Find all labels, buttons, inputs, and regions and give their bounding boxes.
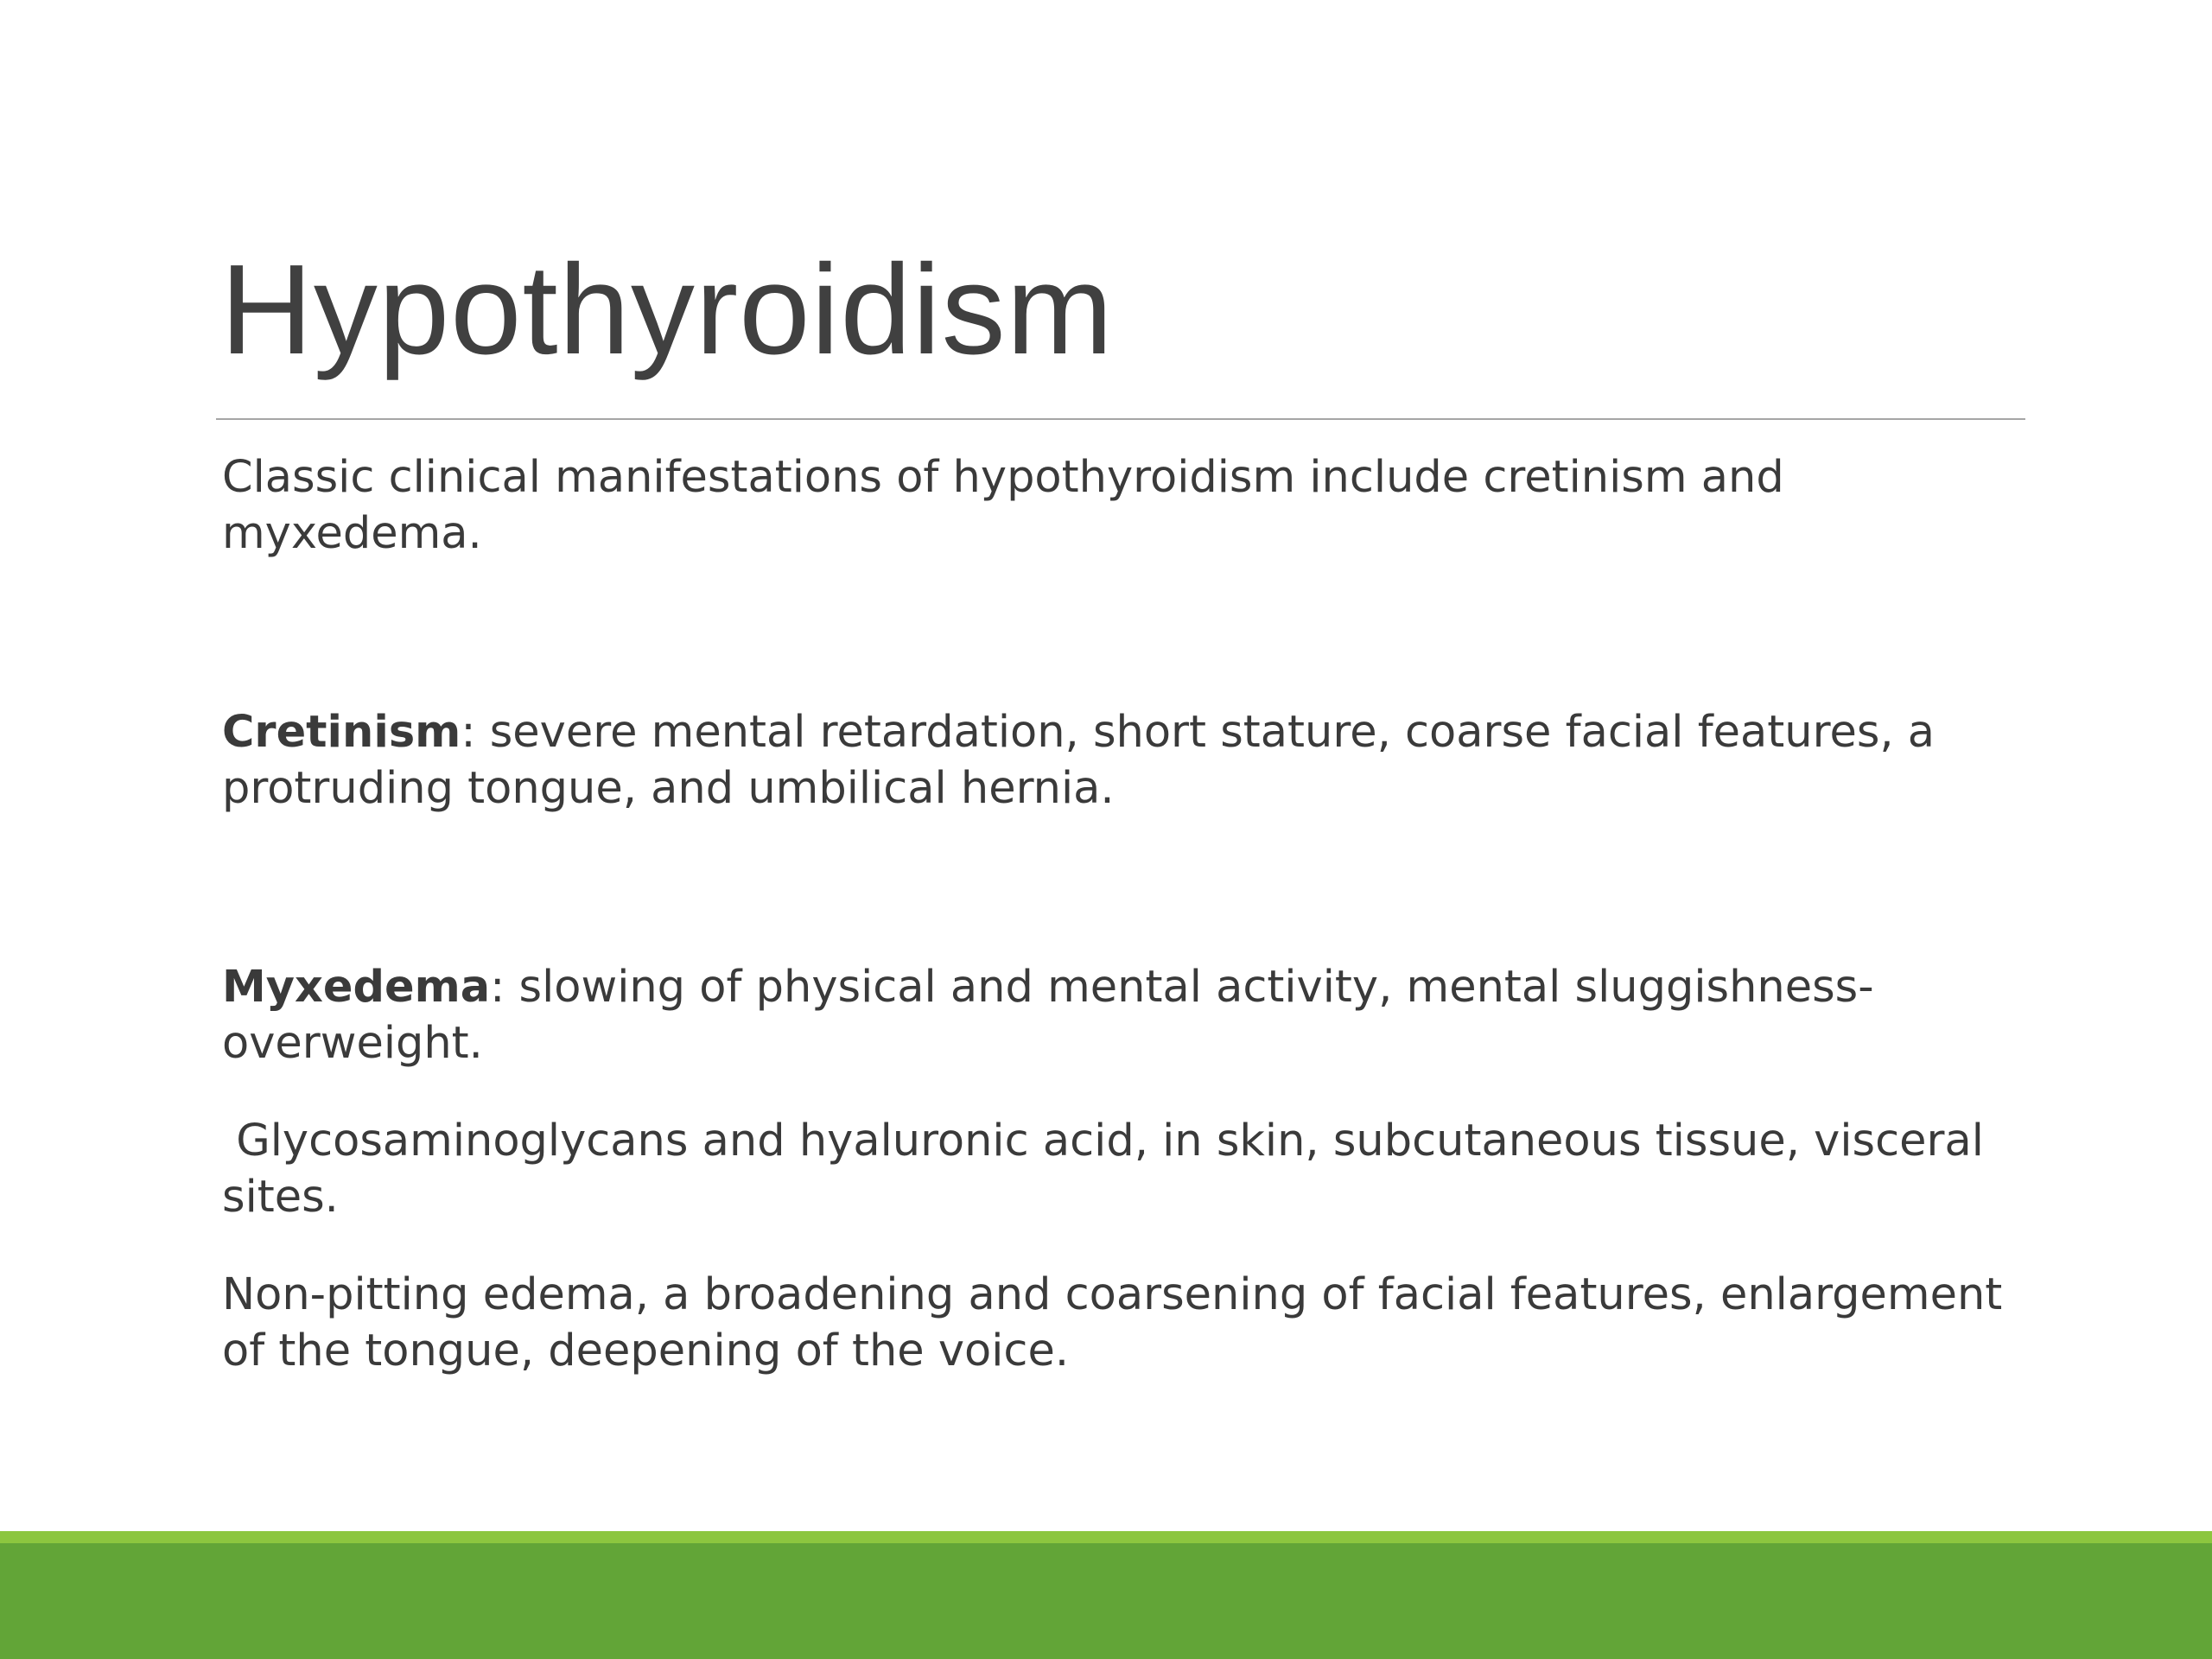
intro-paragraph: Classic clinical manifestations of hypothyroidism include cretinism and myxedema.	[222, 452, 1784, 559]
footer-accent-stripe	[0, 1531, 2212, 1543]
slide-body	[222, 449, 2037, 1379]
slide-title: Hypothyroidism	[220, 238, 1114, 381]
cretinism-description: : severe mental retardation, short stature, coarse facial features, a protruding tongue, and umbilical hernia.	[222, 707, 1936, 814]
glycosaminoglycans-paragraph: Glycosaminoglycans and hyaluronic acid, in skin, subcutaneous tissue, visceral sites.	[222, 1116, 1999, 1223]
myxedema-description: : slowing of physical and mental activity, mental sluggishness- overweight.	[222, 962, 1874, 1069]
myxedema-term: Myxedema	[222, 962, 491, 1013]
cretinism-paragraph	[222, 704, 2037, 817]
edema-paragraph: Non-pitting edema, a broadening and coarsening of facial features, enlargement of the tongue, deepening of the voice.	[222, 1269, 2003, 1376]
myxedema-paragraph	[222, 959, 2037, 1071]
footer-bar	[0, 1543, 2212, 1659]
title-divider	[216, 418, 2025, 420]
cretinism-term: Cretinism	[222, 707, 461, 758]
